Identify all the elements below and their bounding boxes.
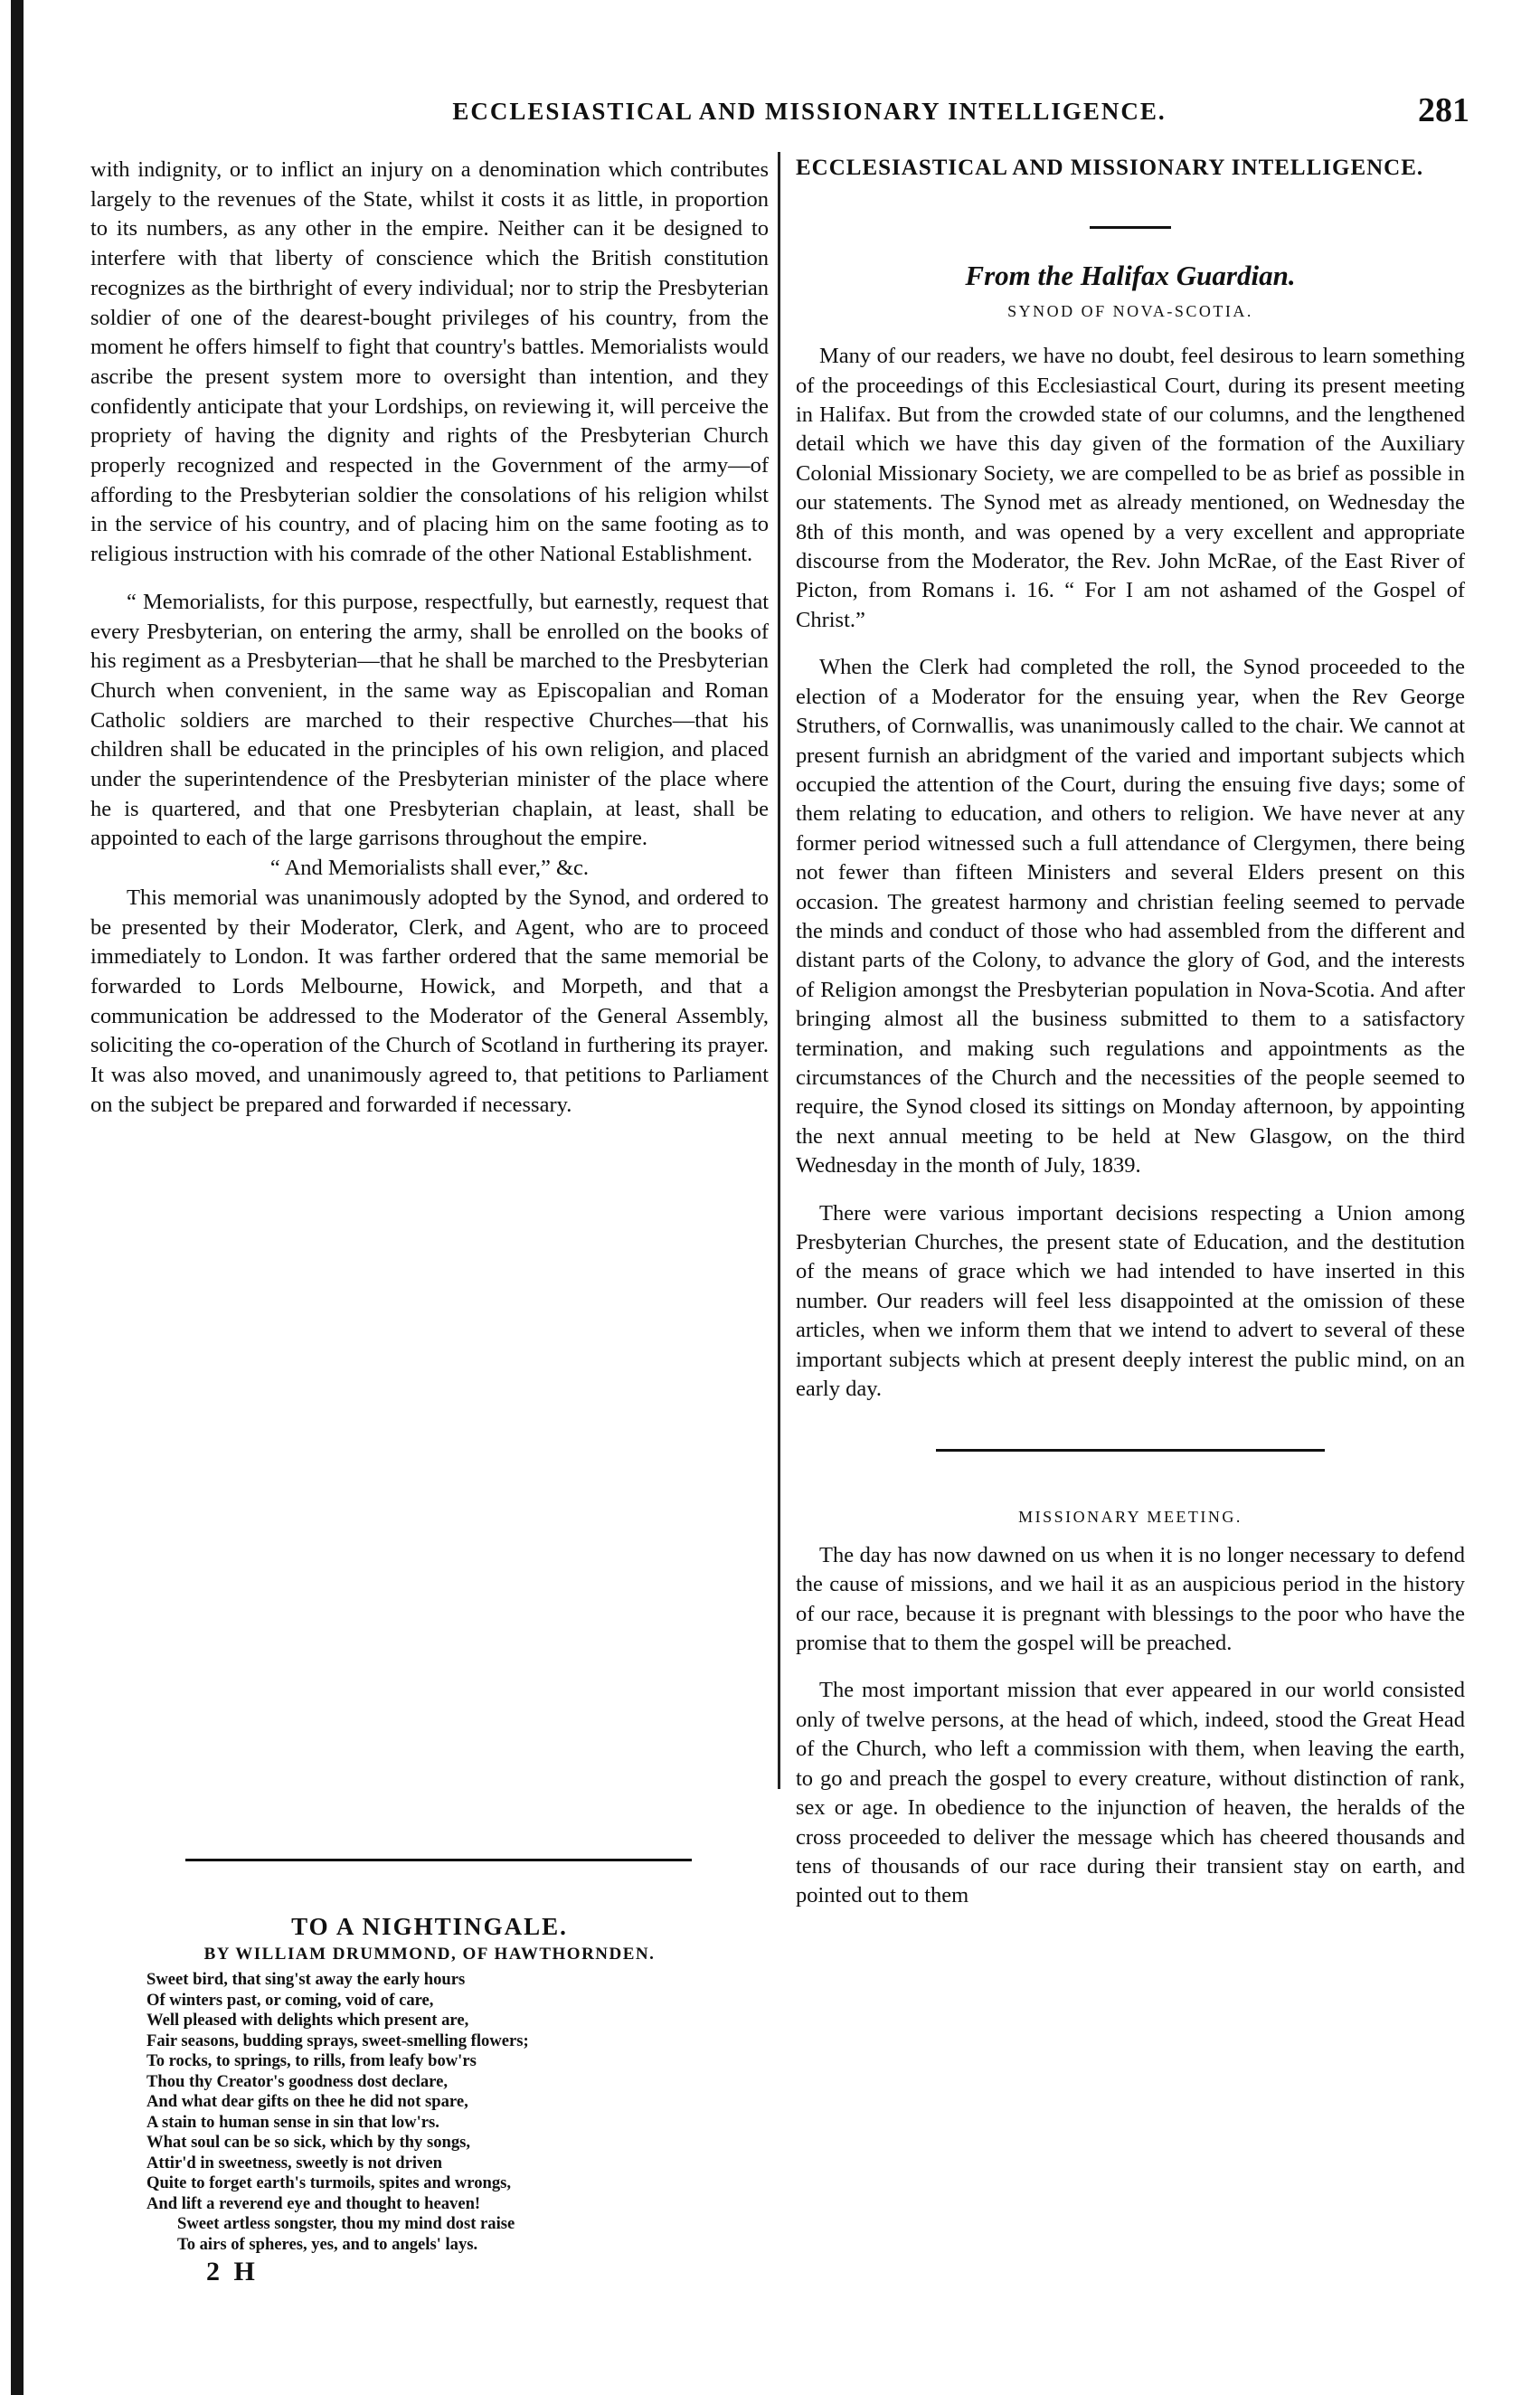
section-heading: ECCLESIASTICAL AND MISSIONARY INTELLIGENCE. <box>796 156 1424 180</box>
column-divider <box>778 152 780 1789</box>
poem <box>90 1913 769 2287</box>
poem-line: Attir'd in sweetness, sweetly is not driven <box>146 2153 442 2173</box>
poem-line: To rocks, to springs, to rills, from leafy bow'rs <box>146 2051 477 2070</box>
poem-line: Quite to forget earth's turmoils, spites and wrongs, <box>146 2173 512 2192</box>
signature-mark: 2 H <box>206 2257 259 2286</box>
poem-line: Well pleased with delights which present are, <box>146 2011 469 2030</box>
poem-line: And what dear gifts on thee he did not spare, <box>146 2092 468 2111</box>
poem-line: And lift a reverend eye and thought to heaven! <box>146 2193 481 2213</box>
synod-paragraph: Many of our readers, we have no doubt, feel desirous to learn something of the proceedings of this Ecclesiastical Court, during its present meeting in Halifax. But from the crowded state of our columns, and the lengthened detail which we have this day given of the formation of the Auxiliary Colonial Missionary Society, we are compelled to be as brief as possible in our statements. The Synod met as already mentioned, on Wednesday the 8th of this month, and was opened by a very excellent and appropriate discourse from the Moderator, the Rev. John McRae, of the East River of Picton, from Romans i. 16. “ For I am not ashamed of the Gospel of Christ.” <box>796 344 1465 632</box>
synod-subheading: SYNOD OF NOVA-SCOTIA. <box>1007 301 1253 320</box>
synod-paragraph: When the Clerk had completed the roll, the Synod proceeded to the election of a Moderator for the ensuing year, when the Rev George Struthers, of Cornwallis, was unanimously called to the chair. We cannot at present furnish an abridgment of the varied and important subjects which occupied the attention of the Court, during the ensuing five days; some of them relating to education, and others to religion. We have never at any former period witnessed such a full attendance of Clergymen, there being not fewer than fifteen Ministers and several Elders present on this occasion. The greatest harmony and christian feeling seemed to pervade the minds and conduct of those who had assembled from the different and distant parts of the Colony, to advance the glory of God, and the interests of Religion amongst the Presbyterian population in Nova-Scotia. And after bringing almost all the business submitted to them to a satisfactory termination, and making such regulations and appointments as the circumstances of the Church and the necessities of the people seemed to require, the Synod closed its sittings on Monday afternoon, by appointing the next annual meeting to be held at New Glasgow, on the third Wednesday in the month of July, 1839. <box>796 655 1465 1179</box>
memorial-request-paragraph: “ Memorialists, for this purpose, respectfully, but earnestly, request that every Presbyterian, on entering the army, shall be enrolled on the books of his regiment as a Presbyterian—that he shall be marched to the Presbyterian Church when convenient, in the same way as Episcopalian and Roman Catholic soldiers are marched to their respective Churches—that his children shall be educated in the principles of his own religion, and placed under the superintendence of the Presbyterian minister of the place where he is quartered, and that one Presbyterian chaplain, at least, shall be appointed to each of the large garrisons throughout the empire. <box>90 589 769 851</box>
poem-line: Sweet bird, that sing'st away the early hours <box>146 1970 466 1989</box>
poem-title: TO A NIGHTINGALE. <box>291 1913 568 1940</box>
section-rule <box>185 1859 692 1861</box>
section-rule <box>936 1449 1325 1452</box>
poem-line: Fair seasons, budding sprays, sweet-smelling flowers; <box>146 2031 529 2050</box>
missionary-meeting-heading: MISSIONARY MEETING. <box>1018 1508 1242 1527</box>
source-heading: From the Halifax Guardian. <box>965 260 1296 292</box>
memorial-paragraph: with indignity, or to inflict an injury on a denomination which contributes largely to the revenues of the State, whilst it costs it as little, in proportion to its numbers, as any other in the empire. Neither can it be designed to interfere with that liberty of conscience which the British constitution recognizes as the birthright of every individual; nor to strip the Presbyterian soldier of one of the dearest-bought privileges of his country, from the moment he offers himself to fight that country's battles. Memorialists would ascribe the present system more to oversight than intention, and they confidently anticipate that your Lordships, on reviewing it, will perceive the propriety of having the dignity and rights of the Presbyterian Church properly recognized and respected in the Government of the army—of affording to the Presbyterian soldier the consolations of his religion whilst in the service of his country, and of placing him on the same footing as to religious instruction with his comrade of the other National Establishment. <box>90 157 769 567</box>
poem-line: A stain to human sense in sin that low'rs. <box>146 2112 439 2132</box>
memorial-closing-paragraph: This memorial was unanimously adopted by the Synod, and ordered to be presented by their Moderator, Clerk, and Agent, who are to proceed immediately to London. It was farther ordered that the same memorial be forwarded to Lords Melbourne, Howick, and Morpeth, and that a communication be addressed to the Moderator of the General Assembly, soliciting the co-operation of the Church of Scotland in furthering its prayer. It was also moved, and unanimously agreed to, that petitions to Parliament on the subject be prepared and forwarded if necessary. <box>90 885 769 1117</box>
poem-line: To airs of spheres, yes, and to angels' lays. <box>177 2234 478 2254</box>
page-edge-shadow <box>11 0 24 2395</box>
poem-line: Thou thy Creator's goodness dost declare, <box>146 2071 448 2091</box>
poem-line: Sweet artless songster, thou my mind dost raise <box>177 2214 515 2233</box>
poem-byline: BY WILLIAM DRUMMOND, OF HAWTHORNDEN. <box>203 1945 656 1964</box>
missionary-paragraph: The most important mission that ever appeared in our world consisted only of twelve persons, at the head of which, indeed, stood the Great Head of the Church, who left a commission with them, when leaving the earth, to go and preach the gospel to every creature, without distinction of rank, sex or age. In obedience to the injunction of heaven, the heralds of the cross proceeded to deliver the message which has cheered thousands and tens of thousands of our race during their transient stay on earth, and pointed out to them <box>796 1678 1465 1908</box>
synod-paragraph: There were various important decisions respecting a Union among Presbyterian Churches, the present state of Education, and the destitution of the means of grace which we had intended to have inserted in this number. Our readers will feel less disappointed at the omission of these articles, when we inform them that we intend to advert to several of these important subjects which at present deeply interest the public mind, on an early day. <box>796 1200 1465 1402</box>
memorial-signoff: “ And Memorialists shall ever,” &c. <box>269 856 590 881</box>
left-column <box>90 156 769 1121</box>
short-rule <box>1090 226 1171 229</box>
poem-line: What soul can be so sick, which by thy songs, <box>146 2133 471 2152</box>
poem-lines <box>90 1970 769 2255</box>
poem-line: Of winters past, or coming, void of care, <box>146 1990 434 2010</box>
missionary-paragraph: The day has now dawned on us when it is no longer necessary to defend the cause of missions, and we hail it as an auspicious period in the history of our race, because it is pregnant with blessings to the poor who have the promise that to them the gospel will be preached. <box>796 1542 1465 1656</box>
page-number: 281 <box>1418 91 1469 129</box>
right-column <box>796 154 1465 1911</box>
running-header: ECCLESIASTICAL AND MISSIONARY INTELLIGENCE. <box>452 98 1167 125</box>
